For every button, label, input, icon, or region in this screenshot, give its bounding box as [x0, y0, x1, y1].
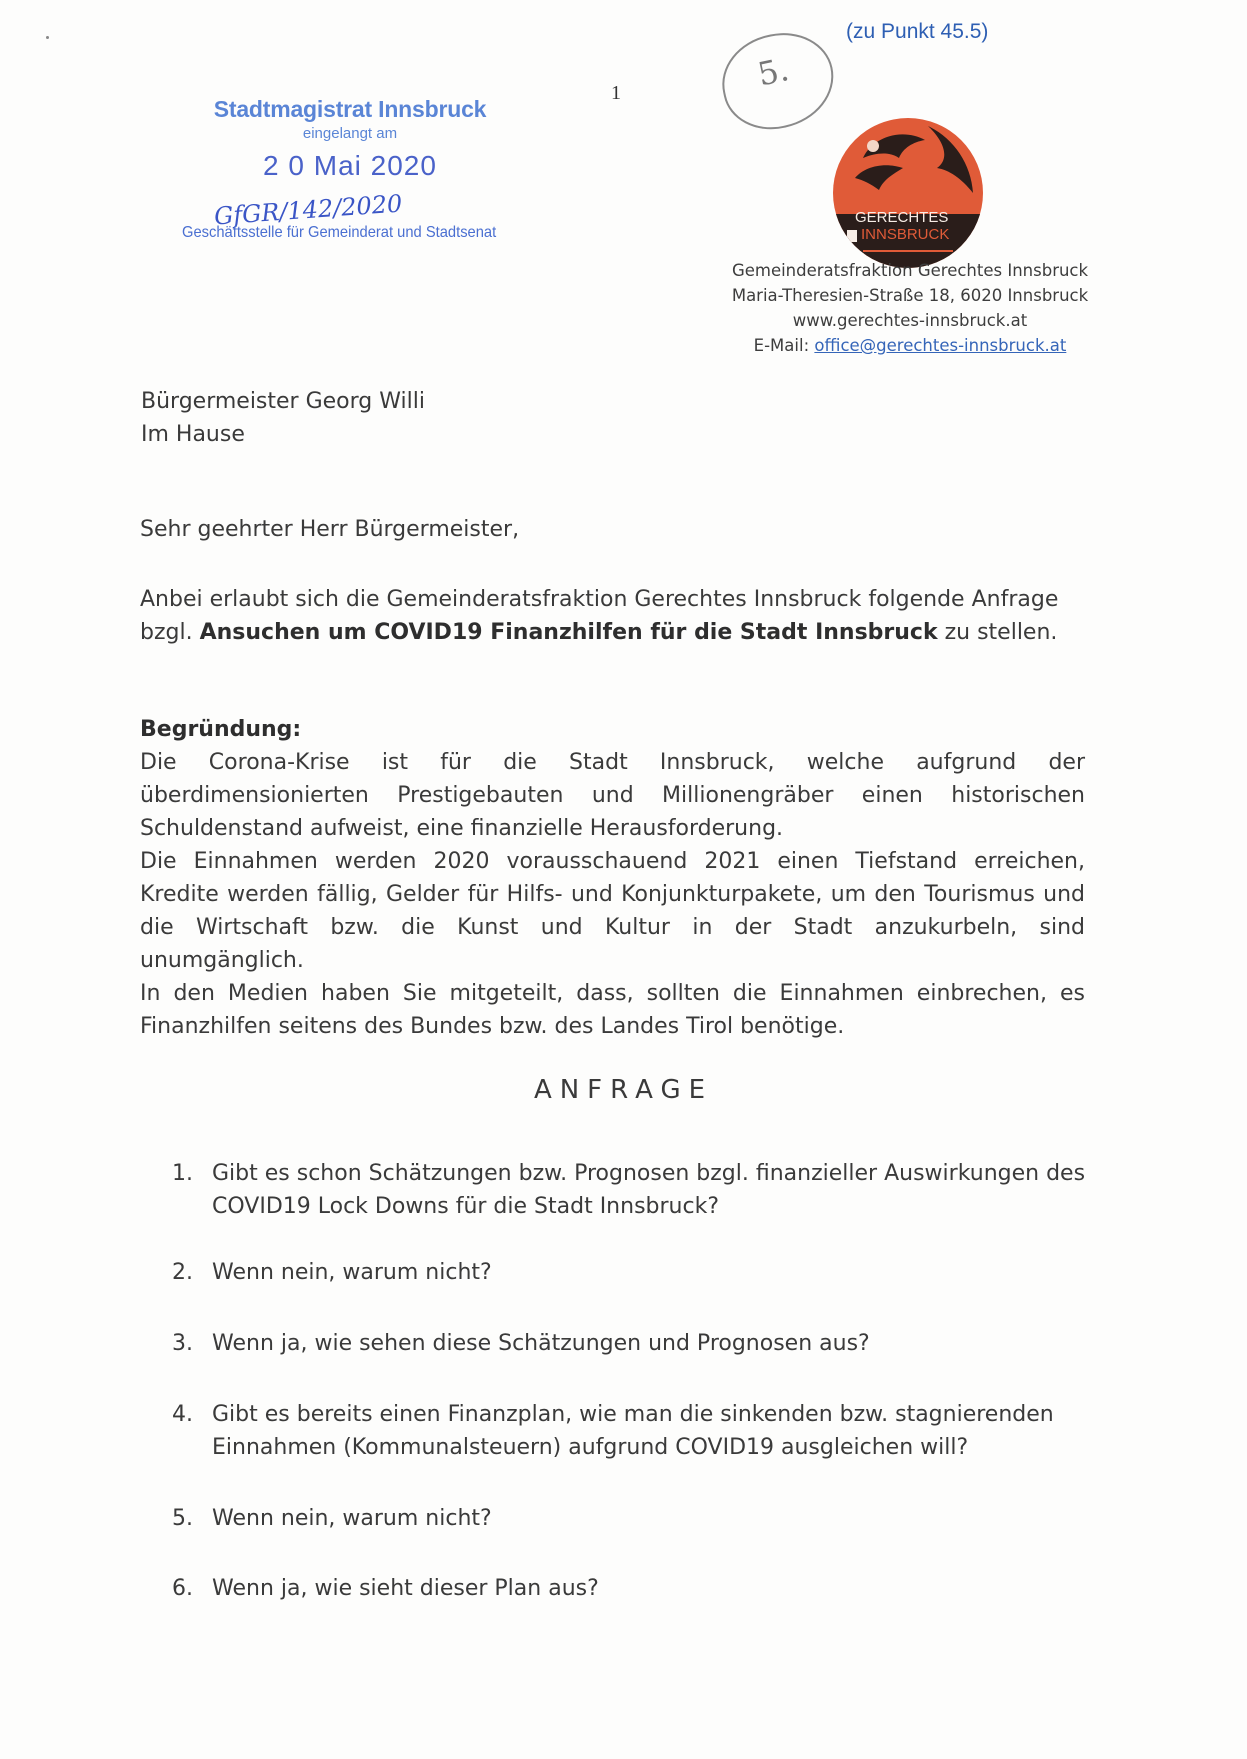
question-number: 1. — [172, 1161, 193, 1186]
handwritten-circle-mark — [713, 23, 842, 138]
addressee-block — [141, 385, 425, 451]
logo-text-1: GERECHTES — [855, 209, 949, 226]
question-number: 2. — [172, 1260, 193, 1285]
reasoning-section — [140, 713, 1085, 1043]
question-number: 4. — [172, 1402, 193, 1427]
question-item — [172, 1572, 1092, 1605]
addressee-name: Bürgermeister Georg Willi — [141, 389, 425, 414]
question-item — [172, 1398, 1092, 1464]
reasoning-paragraph: Die Einnahmen werden 2020 vorausschauend 2021 einen Tiefstand erreichen, Kredite werden fällig, Gelder für Hilfs- und Konjunkturpakete, um den Tourismus und die Wirtschaft bzw. die Kunst und Kultur in der Stadt anzukurbeln, sind unumgänglich. — [140, 849, 1085, 973]
reasoning-heading: Begründung: — [140, 717, 302, 742]
question-text: Wenn ja, wie sieht dieser Plan aus? — [212, 1576, 599, 1601]
question-item — [172, 1157, 1092, 1223]
sender-email-link[interactable]: office@gerechtes-innsbruck.at — [814, 336, 1067, 355]
stamp-department: Geschäftsstelle für Gemeinderat und Stadtsenat — [182, 224, 497, 241]
margin-mark: 5. — [754, 50, 793, 94]
sender-web: www.gerechtes-innsbruck.at — [792, 311, 1028, 330]
question-number: 6. — [172, 1576, 193, 1601]
party-logo — [833, 118, 983, 268]
intro-text: Anbei erlaubt sich die Gemeinderatsfraktion Gerechtes Innsbruck folgende Anfrage bzgl. — [140, 587, 1059, 645]
sender-email-label: E-Mail: — [753, 336, 810, 355]
stamp-received-label: eingelangt am — [302, 125, 398, 142]
question-text: Gibt es bereits einen Finanzplan, wie man die sinkenden bzw. stagnierenden Einnahmen (Kommunalsteuern) aufgrund COVID19 ausgleichen will? — [212, 1402, 1054, 1460]
question-text: Wenn nein, warum nicht? — [212, 1260, 492, 1285]
stamp-file-number: GfGR/142/2020 — [213, 189, 404, 231]
question-item — [172, 1502, 1092, 1535]
question-text: Wenn nein, warum nicht? — [212, 1506, 492, 1531]
sender-email-line — [690, 333, 1130, 358]
question-number: 5. — [172, 1506, 193, 1531]
reasoning-paragraph: In den Medien haben Sie mitgeteilt, dass, sollten die Einnahmen einbrechen, es Finanzhilfen seitens des Bundes bzw. des Landes Tirol benötige. — [140, 981, 1085, 1039]
addressee-location: Im Hause — [141, 422, 245, 447]
question-item — [172, 1256, 1092, 1289]
anfrage-title: ANFRAGE — [533, 1075, 714, 1105]
page-number: 1 — [611, 82, 621, 104]
intro-subject: Ansuchen um COVID19 Finanzhilfen für die Stadt Innsbruck — [199, 620, 938, 645]
intro-text-end: zu stellen. — [937, 620, 1058, 645]
reasoning-paragraph: Die Corona-Krise ist für die Stadt Innsbruck, welche aufgrund der überdimensionierten Prestigebauten und Millionengräber einen historischen Schuldenstand aufweist, eine finanzielle Herausforderung. — [140, 750, 1085, 841]
agenda-reference: (zu Punkt 45.5) — [846, 20, 989, 43]
sender-name: Gemeinderatsfraktion Gerechtes Innsbruck — [731, 261, 1089, 280]
scan-speck — [46, 36, 49, 39]
question-text: Gibt es schon Schätzungen bzw. Prognosen bzgl. finanzieller Auswirkungen des COVID19 Lock Downs für die Stadt Innsbruck? — [212, 1161, 1086, 1219]
salutation: Sehr geehrter Herr Bürgermeister, — [140, 517, 520, 542]
sender-block — [690, 258, 1130, 358]
stamp-office: Stadtmagistrat Innsbruck — [213, 96, 487, 122]
question-text: Wenn ja, wie sehen diese Schätzungen und Prognosen aus? — [212, 1331, 870, 1356]
sender-address: Maria-Theresien-Straße 18, 6020 Innsbruck — [731, 286, 1089, 305]
eagle-logo-icon — [833, 118, 983, 268]
intro-paragraph — [140, 583, 1100, 649]
stamp-date: 2 0 Mai 2020 — [263, 150, 437, 181]
question-number: 3. — [172, 1331, 193, 1356]
received-stamp — [182, 96, 510, 241]
logo-text-2: INNSBRUCK — [861, 226, 950, 243]
question-item — [172, 1327, 1092, 1360]
